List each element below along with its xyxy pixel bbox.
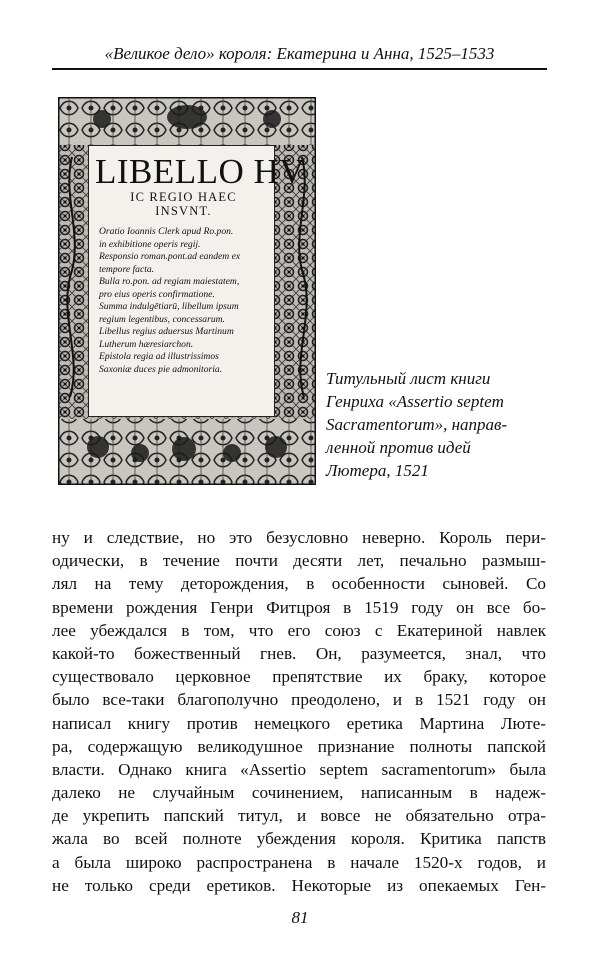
plate-line: tempore facta. — [99, 263, 155, 275]
header-rule — [52, 68, 547, 70]
text-line: де укрепить папский титул, и вовсе не обязательно отра- — [52, 806, 546, 826]
caption-line: Генриха «Assertio septem — [326, 392, 504, 411]
plate-subtitle: INSVNT. — [155, 204, 212, 218]
text-line: лял на тему деторождения, в особенности сыновей. Со — [52, 574, 546, 594]
caption-line: Лютера, 1521 — [326, 461, 429, 480]
text-line: жала во всей полноте убеждения короля. Критика папств — [52, 829, 546, 849]
body-paragraph — [52, 526, 546, 897]
text-line: далеко не случайным сочинением, написанным в надеж- — [52, 783, 546, 803]
plate-line: in exhibitione operis regij. — [99, 238, 201, 250]
text-line: лее убеждался в том, что его союз с Екатериной навлек — [52, 620, 546, 640]
title-plate — [88, 145, 306, 417]
title-page-illustration — [58, 97, 316, 485]
plate-title: LIBELLO HV — [95, 152, 306, 191]
plate-line: Libellus regius aduersus Martinum — [99, 326, 234, 337]
plate-line: Bulla ro.pon. ad regiam maiestatem, — [99, 276, 240, 287]
plate-subtitle: IC REGIO HAEC — [130, 190, 237, 204]
text-line: не только среди еретиков. Некоторые из опекаемых Ген- — [52, 875, 546, 895]
plate-line: Epistola regia ad illustrissimos — [99, 351, 219, 362]
text-line: написал книгу против немецкого еретика Мартина Люте- — [52, 713, 546, 733]
plate-line: Saxoniæ duces pie admonitoria. — [99, 363, 223, 375]
plate-line: regium legentibus, concessarum. — [99, 313, 225, 325]
plate-line: Lutherum hæresiarchon. — [99, 338, 194, 350]
text-line: было все-таки благополучно преодолено, и в 1521 году он — [52, 690, 546, 710]
plate-line: Responsio roman.pont.ad eandem ex — [99, 251, 241, 262]
text-line: существовало церковное препятствие их браку, которое — [52, 667, 546, 687]
running-header: «Великое дело» короля: Екатерина и Анна, 1525–1533 — [104, 44, 495, 63]
text-line: одически, в течение почти десяти лет, печально размыш- — [52, 551, 546, 571]
text-line: власти. Однако книга «Assertio septem sacramentorum» была — [52, 759, 546, 779]
text-line: ра, содержащую великодушное признание полноты папской — [52, 736, 546, 756]
caption-line: Sacramentorum», направ- — [326, 415, 508, 434]
caption-line: Титульный лист книги — [326, 369, 491, 388]
text-line: ну и следствие, но это безусловно неверно. Король пери- — [52, 528, 546, 547]
page-number: 81 — [291, 908, 309, 927]
figure-caption — [326, 367, 546, 482]
text-line: времени рождения Генри Фитцроя в 1519 году он все бо- — [52, 597, 546, 617]
plate-line: Summa indulgētiarū, libellum ipsum — [99, 301, 239, 312]
text-line: а была широко распространена в начале 1520-х годов, и — [52, 852, 546, 872]
plate-line: Oratio Ioannis Clerk apud Ro.pon. — [99, 226, 234, 237]
plate-text — [99, 226, 268, 376]
text-line: какой-то божественный гнев. Он, разумеется, знал, что — [52, 643, 546, 663]
caption-line: ленной против идей — [326, 438, 471, 457]
plate-line: pro eius operis confirmatione. — [99, 288, 215, 300]
